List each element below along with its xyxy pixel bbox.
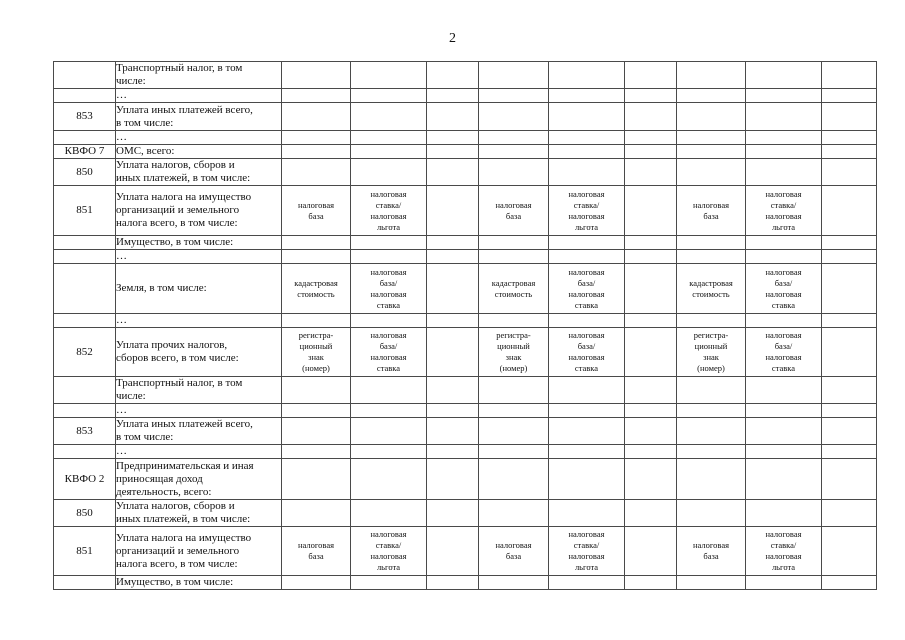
- table-cell: [677, 250, 746, 264]
- row-code: [54, 103, 116, 131]
- table-cell: [625, 418, 677, 445]
- table-cell: [549, 377, 625, 404]
- table-cell: [549, 527, 625, 576]
- row-code: [54, 250, 116, 264]
- table-cell: [549, 250, 625, 264]
- table-cell: [625, 527, 677, 576]
- table-cell: [479, 103, 549, 131]
- table-cell: [822, 459, 877, 500]
- table-cell: [282, 404, 351, 418]
- table-cell: [351, 459, 427, 500]
- row-description: [116, 62, 282, 89]
- table-cell: [822, 159, 877, 186]
- table-cell: [479, 236, 549, 250]
- table-cell: [479, 159, 549, 186]
- table-cell: [746, 62, 822, 89]
- table-cell: [282, 500, 351, 527]
- table-cell-text: налоговая ставка/ налоговая льгота: [765, 188, 802, 232]
- row-description: [116, 527, 282, 576]
- row-code: [54, 314, 116, 328]
- table-cell: [427, 159, 479, 186]
- table-cell-text: налоговая база: [298, 540, 334, 561]
- table-cell: [282, 264, 351, 314]
- table-cell: [479, 445, 549, 459]
- table-cell: [479, 250, 549, 264]
- table-cell: [677, 328, 746, 377]
- table-cell: [351, 186, 427, 236]
- table-cell: [625, 62, 677, 89]
- table-row: [54, 103, 877, 131]
- table-cell: [822, 500, 877, 527]
- table-cell-text: налоговая ставка/ налоговая льгота: [765, 529, 802, 572]
- table-cell: [549, 576, 625, 590]
- table-cell: [282, 236, 351, 250]
- table-cell: [479, 328, 549, 377]
- table-cell: [282, 459, 351, 500]
- table-cell: [282, 186, 351, 236]
- row-code-text: 850: [76, 165, 93, 178]
- row-description-text: Транспортный налог, в том числе:: [116, 62, 243, 87]
- table-cell: [479, 314, 549, 328]
- row-code: [54, 131, 116, 145]
- table-cell: [677, 89, 746, 103]
- table-cell: [746, 236, 822, 250]
- table-cell-text: налоговая ставка/ налоговая льгота: [370, 188, 407, 232]
- row-description-text: …: [116, 445, 127, 457]
- table-cell: [282, 131, 351, 145]
- table-row: [54, 131, 877, 145]
- row-code-text: 851: [76, 544, 93, 557]
- row-description-text: …: [116, 404, 127, 416]
- table-cell: [351, 62, 427, 89]
- table-cell: [282, 576, 351, 590]
- table-cell: [677, 445, 746, 459]
- table-cell: [625, 500, 677, 527]
- row-description: [116, 314, 282, 328]
- table-row: [54, 264, 877, 314]
- row-description: [116, 459, 282, 500]
- row-description-text: ОМС, всего:: [116, 145, 175, 157]
- table-cell: [479, 500, 549, 527]
- table-row: [54, 159, 877, 186]
- table-cell: [282, 527, 351, 576]
- table-cell: [427, 62, 479, 89]
- table-cell-text: регистра- ционный знак (номер): [496, 330, 531, 373]
- table-cell: [549, 236, 625, 250]
- table-cell: [625, 159, 677, 186]
- table-cell: [549, 62, 625, 89]
- row-description: [116, 89, 282, 103]
- row-description-text: Транспортный налог, в том числе:: [116, 377, 243, 402]
- table-cell: [351, 159, 427, 186]
- table-cell: [427, 404, 479, 418]
- table-cell: [822, 131, 877, 145]
- row-code: [54, 328, 116, 377]
- table-cell: [282, 250, 351, 264]
- row-code-text: 850: [76, 506, 93, 519]
- table-cell: [822, 314, 877, 328]
- table-cell: [549, 159, 625, 186]
- table-cell: [746, 250, 822, 264]
- table-cell: [479, 576, 549, 590]
- table-cell-text: налоговая ставка/ налоговая льгота: [568, 188, 605, 232]
- row-description-text: Уплата иных платежей всего, в том числе:: [116, 103, 253, 129]
- table-cell: [677, 377, 746, 404]
- row-code: [54, 186, 116, 236]
- row-description: [116, 236, 282, 250]
- table-cell: [427, 527, 479, 576]
- table-cell: [677, 186, 746, 236]
- row-code: [54, 459, 116, 500]
- table-row: [54, 236, 877, 250]
- table-cell-text: налоговая база/ налоговая ставка: [370, 266, 407, 310]
- table-row: [54, 328, 877, 377]
- row-code: [54, 159, 116, 186]
- table-cell: [625, 89, 677, 103]
- table-cell: [822, 62, 877, 89]
- table-cell: [479, 131, 549, 145]
- table-cell: [746, 328, 822, 377]
- table-row: [54, 500, 877, 527]
- table-cell-text: налоговая база: [495, 199, 532, 221]
- row-code: [54, 145, 116, 159]
- table-cell: [427, 459, 479, 500]
- table-cell: [427, 328, 479, 377]
- table-cell: [479, 145, 549, 159]
- table-cell: [625, 131, 677, 145]
- tax-table-body: [54, 62, 877, 590]
- row-code: [54, 236, 116, 250]
- table-cell: [625, 445, 677, 459]
- table-cell: [822, 576, 877, 590]
- row-description-text: Уплата иных платежей всего, в том числе:: [116, 418, 253, 443]
- table-cell: [746, 131, 822, 145]
- row-description: [116, 377, 282, 404]
- table-cell: [746, 576, 822, 590]
- table-cell: [427, 131, 479, 145]
- row-description-text: Предпринимательская и иная приносящая доход деятельность, всего:: [116, 459, 254, 498]
- row-code: [54, 89, 116, 103]
- table-row: [54, 62, 877, 89]
- table-cell: [351, 418, 427, 445]
- table-row: [54, 186, 877, 236]
- row-description-text: Имущество, в том числе:: [116, 576, 234, 588]
- table-cell: [427, 145, 479, 159]
- table-cell: [677, 159, 746, 186]
- table-cell: [351, 445, 427, 459]
- table-cell: [822, 145, 877, 159]
- table-row: [54, 314, 877, 328]
- table-cell: [746, 314, 822, 328]
- table-cell-text: налоговая база: [495, 540, 532, 561]
- table-cell: [427, 186, 479, 236]
- table-cell: [549, 131, 625, 145]
- row-code: [54, 445, 116, 459]
- table-cell: [746, 404, 822, 418]
- table-cell: [351, 527, 427, 576]
- table-cell: [282, 145, 351, 159]
- row-description-text: Уплата налогов, сборов и иных платежей, в том числе:: [116, 500, 251, 525]
- table-cell: [677, 404, 746, 418]
- table-cell: [549, 418, 625, 445]
- table-cell: [625, 264, 677, 314]
- row-code: [54, 377, 116, 404]
- table-cell: [351, 404, 427, 418]
- table-cell: [427, 377, 479, 404]
- table-cell: [351, 314, 427, 328]
- row-description-text: …: [116, 250, 127, 262]
- table-cell: [351, 131, 427, 145]
- row-code: [54, 576, 116, 590]
- table-cell: [822, 527, 877, 576]
- row-description-text: …: [116, 89, 127, 101]
- table-cell: [351, 377, 427, 404]
- table-cell: [822, 404, 877, 418]
- row-description: [116, 250, 282, 264]
- table-cell: [549, 404, 625, 418]
- row-code: [54, 404, 116, 418]
- page-number: 2: [449, 31, 456, 46]
- table-cell: [746, 500, 822, 527]
- table-cell: [625, 404, 677, 418]
- table-cell-text: налоговая база: [693, 199, 729, 221]
- table-cell: [282, 314, 351, 328]
- table-row: [54, 145, 877, 159]
- row-code-text: 853: [76, 424, 93, 437]
- table-cell: [625, 236, 677, 250]
- table-cell: [625, 314, 677, 328]
- table-cell: [479, 186, 549, 236]
- row-description: [116, 103, 282, 131]
- table-cell: [427, 89, 479, 103]
- table-cell: [549, 314, 625, 328]
- table-cell-text: налоговая база/ налоговая ставка: [568, 330, 605, 373]
- tax-table: [53, 61, 877, 590]
- table-row: [54, 404, 877, 418]
- table-cell: [822, 89, 877, 103]
- table-cell: [677, 314, 746, 328]
- row-code-text: КВФО 7: [64, 145, 105, 157]
- table-cell: [549, 445, 625, 459]
- table-cell: [351, 250, 427, 264]
- table-row: [54, 459, 877, 500]
- table-cell: [746, 89, 822, 103]
- table-cell-text: регистра- ционный знак (номер): [693, 330, 729, 373]
- table-cell: [427, 236, 479, 250]
- row-description-text: …: [116, 314, 127, 326]
- table-cell: [625, 103, 677, 131]
- table-row: [54, 250, 877, 264]
- table-cell: [282, 89, 351, 103]
- table-cell: [822, 103, 877, 131]
- table-cell: [549, 145, 625, 159]
- table-row: [54, 527, 877, 576]
- table-cell: [427, 500, 479, 527]
- table-cell-text: налоговая ставка/ налоговая льгота: [370, 529, 407, 572]
- row-description: [116, 576, 282, 590]
- table-cell: [677, 103, 746, 131]
- table-cell: [549, 500, 625, 527]
- row-description: [116, 500, 282, 527]
- table-cell: [427, 103, 479, 131]
- table-cell-text: кадастровая стоимость: [294, 277, 338, 299]
- table-cell: [822, 377, 877, 404]
- table-cell: [351, 236, 427, 250]
- table-cell: [746, 459, 822, 500]
- table-cell: [351, 103, 427, 131]
- row-code: [54, 264, 116, 314]
- table-cell: [282, 103, 351, 131]
- table-cell: [549, 186, 625, 236]
- table-cell: [822, 418, 877, 445]
- table-cell: [746, 527, 822, 576]
- row-description-text: Уплата налога на имущество организаций и земельного налога всего, в том числе:: [116, 191, 252, 229]
- table-cell: [351, 264, 427, 314]
- table-cell-text: налоговая база: [298, 199, 334, 221]
- row-code: [54, 418, 116, 445]
- table-cell: [625, 377, 677, 404]
- table-cell: [677, 500, 746, 527]
- table-cell: [549, 89, 625, 103]
- row-description-text: Имущество, в том числе:: [116, 236, 234, 248]
- row-description: [116, 131, 282, 145]
- table-cell: [746, 159, 822, 186]
- table-cell: [625, 186, 677, 236]
- table-cell: [479, 527, 549, 576]
- row-code-text: 852: [76, 345, 93, 358]
- row-description: [116, 328, 282, 377]
- table-cell: [677, 236, 746, 250]
- table-cell: [746, 186, 822, 236]
- table-cell: [351, 576, 427, 590]
- table-cell: [427, 418, 479, 445]
- table-cell: [625, 250, 677, 264]
- table-cell: [746, 145, 822, 159]
- table-cell: [479, 377, 549, 404]
- table-cell: [625, 576, 677, 590]
- table-cell: [746, 103, 822, 131]
- row-description: [116, 159, 282, 186]
- table-cell-text: налоговая база/ налоговая ставка: [765, 330, 802, 373]
- table-cell: [677, 576, 746, 590]
- table-row: [54, 445, 877, 459]
- row-code-text: 851: [76, 204, 93, 216]
- row-description-text: Уплата прочих налогов, сборов всего, в том числе:: [116, 339, 239, 364]
- table-cell: [549, 103, 625, 131]
- table-cell: [625, 328, 677, 377]
- table-row: [54, 89, 877, 103]
- table-cell: [746, 418, 822, 445]
- table-cell: [549, 328, 625, 377]
- row-code: [54, 500, 116, 527]
- table-cell: [282, 159, 351, 186]
- table-cell-text: налоговая база/ налоговая ставка: [568, 266, 605, 310]
- table-cell: [822, 250, 877, 264]
- table-cell: [282, 328, 351, 377]
- table-cell: [822, 445, 877, 459]
- table-cell: [479, 459, 549, 500]
- row-description: [116, 145, 282, 159]
- table-cell: [427, 264, 479, 314]
- table-cell: [822, 264, 877, 314]
- table-cell: [625, 145, 677, 159]
- table-cell-text: кадастровая стоимость: [689, 277, 733, 299]
- table-cell: [427, 576, 479, 590]
- table-cell: [822, 186, 877, 236]
- row-description: [116, 445, 282, 459]
- table-cell: [427, 314, 479, 328]
- row-description: [116, 186, 282, 236]
- row-description-text: Уплата налога на имущество организаций и земельного налога всего, в том числе:: [116, 531, 252, 570]
- table-cell: [479, 264, 549, 314]
- table-cell: [677, 527, 746, 576]
- table-cell: [479, 404, 549, 418]
- row-code-text: КВФО 2: [64, 472, 105, 485]
- table-cell-text: налоговая ставка/ налоговая льгота: [568, 529, 605, 572]
- table-cell: [822, 236, 877, 250]
- table-cell-text: налоговая база: [693, 540, 729, 561]
- table-cell: [427, 445, 479, 459]
- table-row: [54, 418, 877, 445]
- table-cell: [822, 328, 877, 377]
- table-cell: [677, 264, 746, 314]
- table-cell: [677, 459, 746, 500]
- table-cell-text: регистра- ционный знак (номер): [298, 330, 334, 373]
- table-cell: [677, 418, 746, 445]
- table-cell: [677, 62, 746, 89]
- table-row: [54, 377, 877, 404]
- table-cell: [677, 145, 746, 159]
- table-cell: [677, 131, 746, 145]
- row-code: [54, 62, 116, 89]
- row-description: [116, 418, 282, 445]
- row-description-text: Земля, в том числе:: [116, 282, 207, 294]
- row-description: [116, 264, 282, 314]
- table-cell: [746, 377, 822, 404]
- table-cell: [282, 62, 351, 89]
- table-cell: [351, 328, 427, 377]
- table-cell: [351, 89, 427, 103]
- table-cell-text: налоговая база/ налоговая ставка: [370, 330, 407, 373]
- row-description: [116, 404, 282, 418]
- table-cell-text: налоговая база/ налоговая ставка: [765, 266, 802, 310]
- table-cell: [549, 459, 625, 500]
- table-cell: [479, 418, 549, 445]
- row-code: [54, 527, 116, 576]
- table-cell: [427, 250, 479, 264]
- row-code-text: 853: [76, 110, 93, 122]
- table-cell: [479, 89, 549, 103]
- table-cell: [282, 445, 351, 459]
- table-cell: [479, 62, 549, 89]
- row-description-text: …: [116, 131, 127, 143]
- table-cell: [282, 418, 351, 445]
- table-cell: [746, 445, 822, 459]
- table-cell: [625, 459, 677, 500]
- table-row: [54, 576, 877, 590]
- table-cell: [282, 377, 351, 404]
- table-cell: [351, 145, 427, 159]
- table-cell: [746, 264, 822, 314]
- row-description-text: Уплата налогов, сборов и иных платежей, в том числе:: [116, 159, 251, 184]
- table-cell: [351, 500, 427, 527]
- table-cell-text: кадастровая стоимость: [491, 277, 536, 299]
- table-cell: [549, 264, 625, 314]
